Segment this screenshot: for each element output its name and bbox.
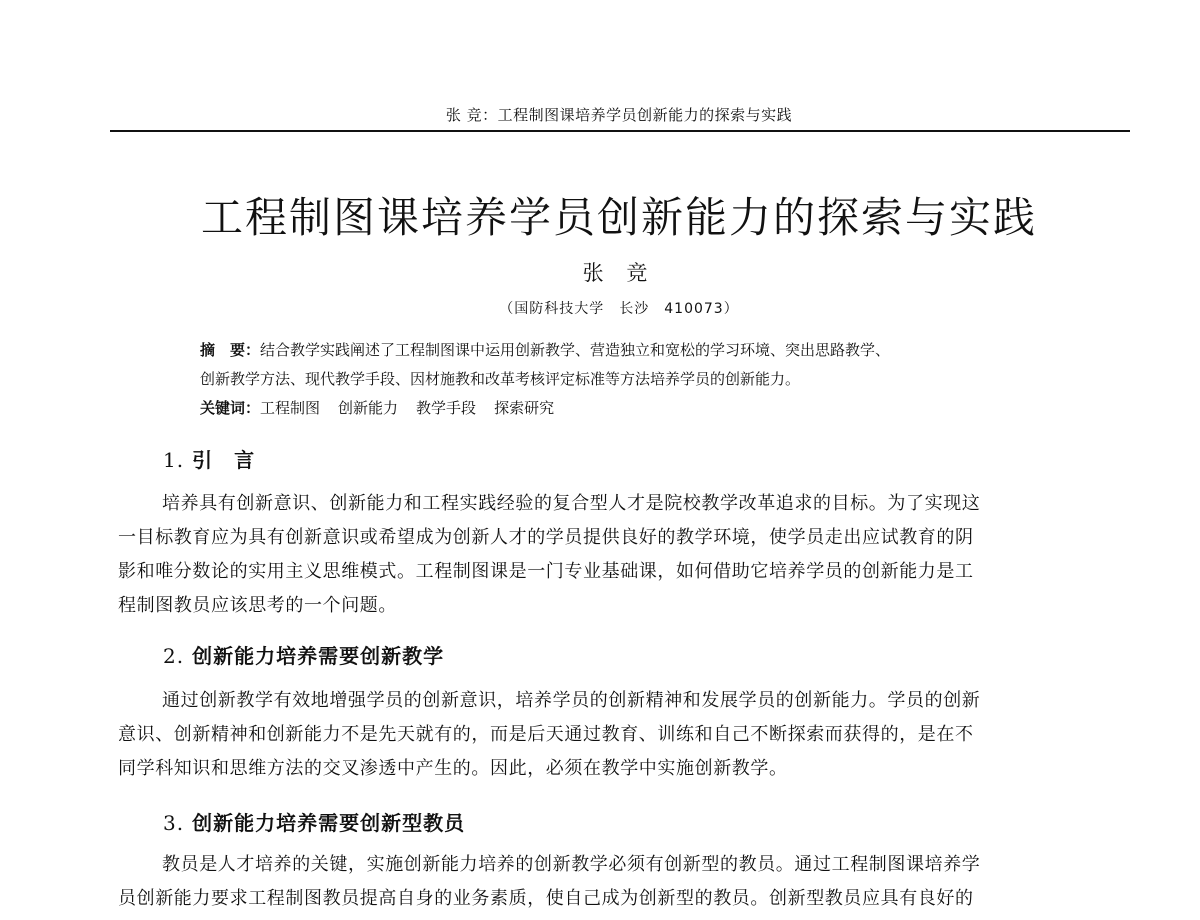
paper-title: 工程制图课培养学员创新能力的探索与实践 (200, 193, 1037, 242)
running-header: 张 竞：工程制图课培养学员创新能力的探索与实践 (445, 106, 793, 124)
section-number-1: 1. (163, 448, 185, 472)
keyword-1: 工程制图 (260, 399, 321, 417)
keyword-2: 创新能力 (338, 399, 399, 417)
author-affiliation: （国防科技大学 长沙 410073） (499, 301, 739, 317)
abstract-line-1 (200, 336, 1060, 365)
section-2-paragraph (118, 684, 1138, 786)
abstract-label: 摘 要： (200, 341, 261, 359)
section-1-line-2: 一目标教育应为具有创新意识或希望成为创新人才的学员提供良好的教学环境，使学员走出应试教育的阴 (118, 527, 974, 548)
section-2-line-1: 通过创新教学有效地增强学员的创新意识，培养学员的创新精神和发展学员的创新能力。学员的创新 (162, 690, 981, 711)
section-2-line-3: 同学科知识和思维方法的交叉渗透中产生的。因此，必须在教学中实施创新教学。 (118, 758, 788, 779)
keywords-line (200, 394, 1060, 423)
section-1-line-4: 程制图教员应该思考的一个问题。 (118, 595, 397, 616)
section-3-line-1: 教员是人才培养的关键，实施创新能力培养的创新教学必须有创新型的教员。通过工程制图课培养学 (162, 854, 981, 875)
header-rule (110, 130, 1130, 132)
section-heading-2 (163, 640, 444, 669)
keyword-3: 教学手段 (416, 399, 477, 417)
author-name: 张 竞 (582, 261, 656, 285)
keywords-label: 关键词： (200, 399, 261, 417)
section-title-2: 创新能力培养需要创新教学 (192, 644, 445, 668)
section-3-paragraph (118, 848, 1138, 916)
section-heading-1 (163, 444, 255, 473)
section-heading-3 (163, 807, 465, 836)
abstract-text-1: 结合教学实践阐述了工程制图课中运用创新教学、营造独立和宽松的学习环境、突出思路教学、 (260, 341, 891, 359)
abstract-line-2: 创新教学方法、现代教学手段、因材施教和改革考核评定标准等方法培养学员的创新能力。 (200, 370, 801, 388)
section-3-line-2: 员创新能力要求工程制图教员提高自身的业务素质，使自己成为创新型的教员。创新型教员应具有良好的 (118, 888, 974, 909)
section-1-line-1: 培养具有创新意识、创新能力和工程实践经验的复合型人才是院校教学改革追求的目标。为了实现这 (162, 493, 981, 514)
section-title-3: 创新能力培养需要创新型教员 (192, 811, 466, 835)
section-1-line-3: 影和唯分数论的实用主义思维模式。工程制图课是一门专业基础课，如何借助它培养学员的创新能力是工 (118, 561, 974, 582)
section-number-3: 3. (163, 811, 185, 835)
section-2-line-2: 意识、创新精神和创新能力不是先天就有的，而是后天通过教育、训练和自己不断探索而获得的，是在不 (118, 724, 974, 745)
abstract-block (200, 336, 1060, 423)
section-title-1: 引 言 (192, 448, 256, 472)
section-1-paragraph (118, 487, 1138, 623)
keyword-4: 探索研究 (494, 399, 555, 417)
section-number-2: 2. (163, 644, 185, 668)
